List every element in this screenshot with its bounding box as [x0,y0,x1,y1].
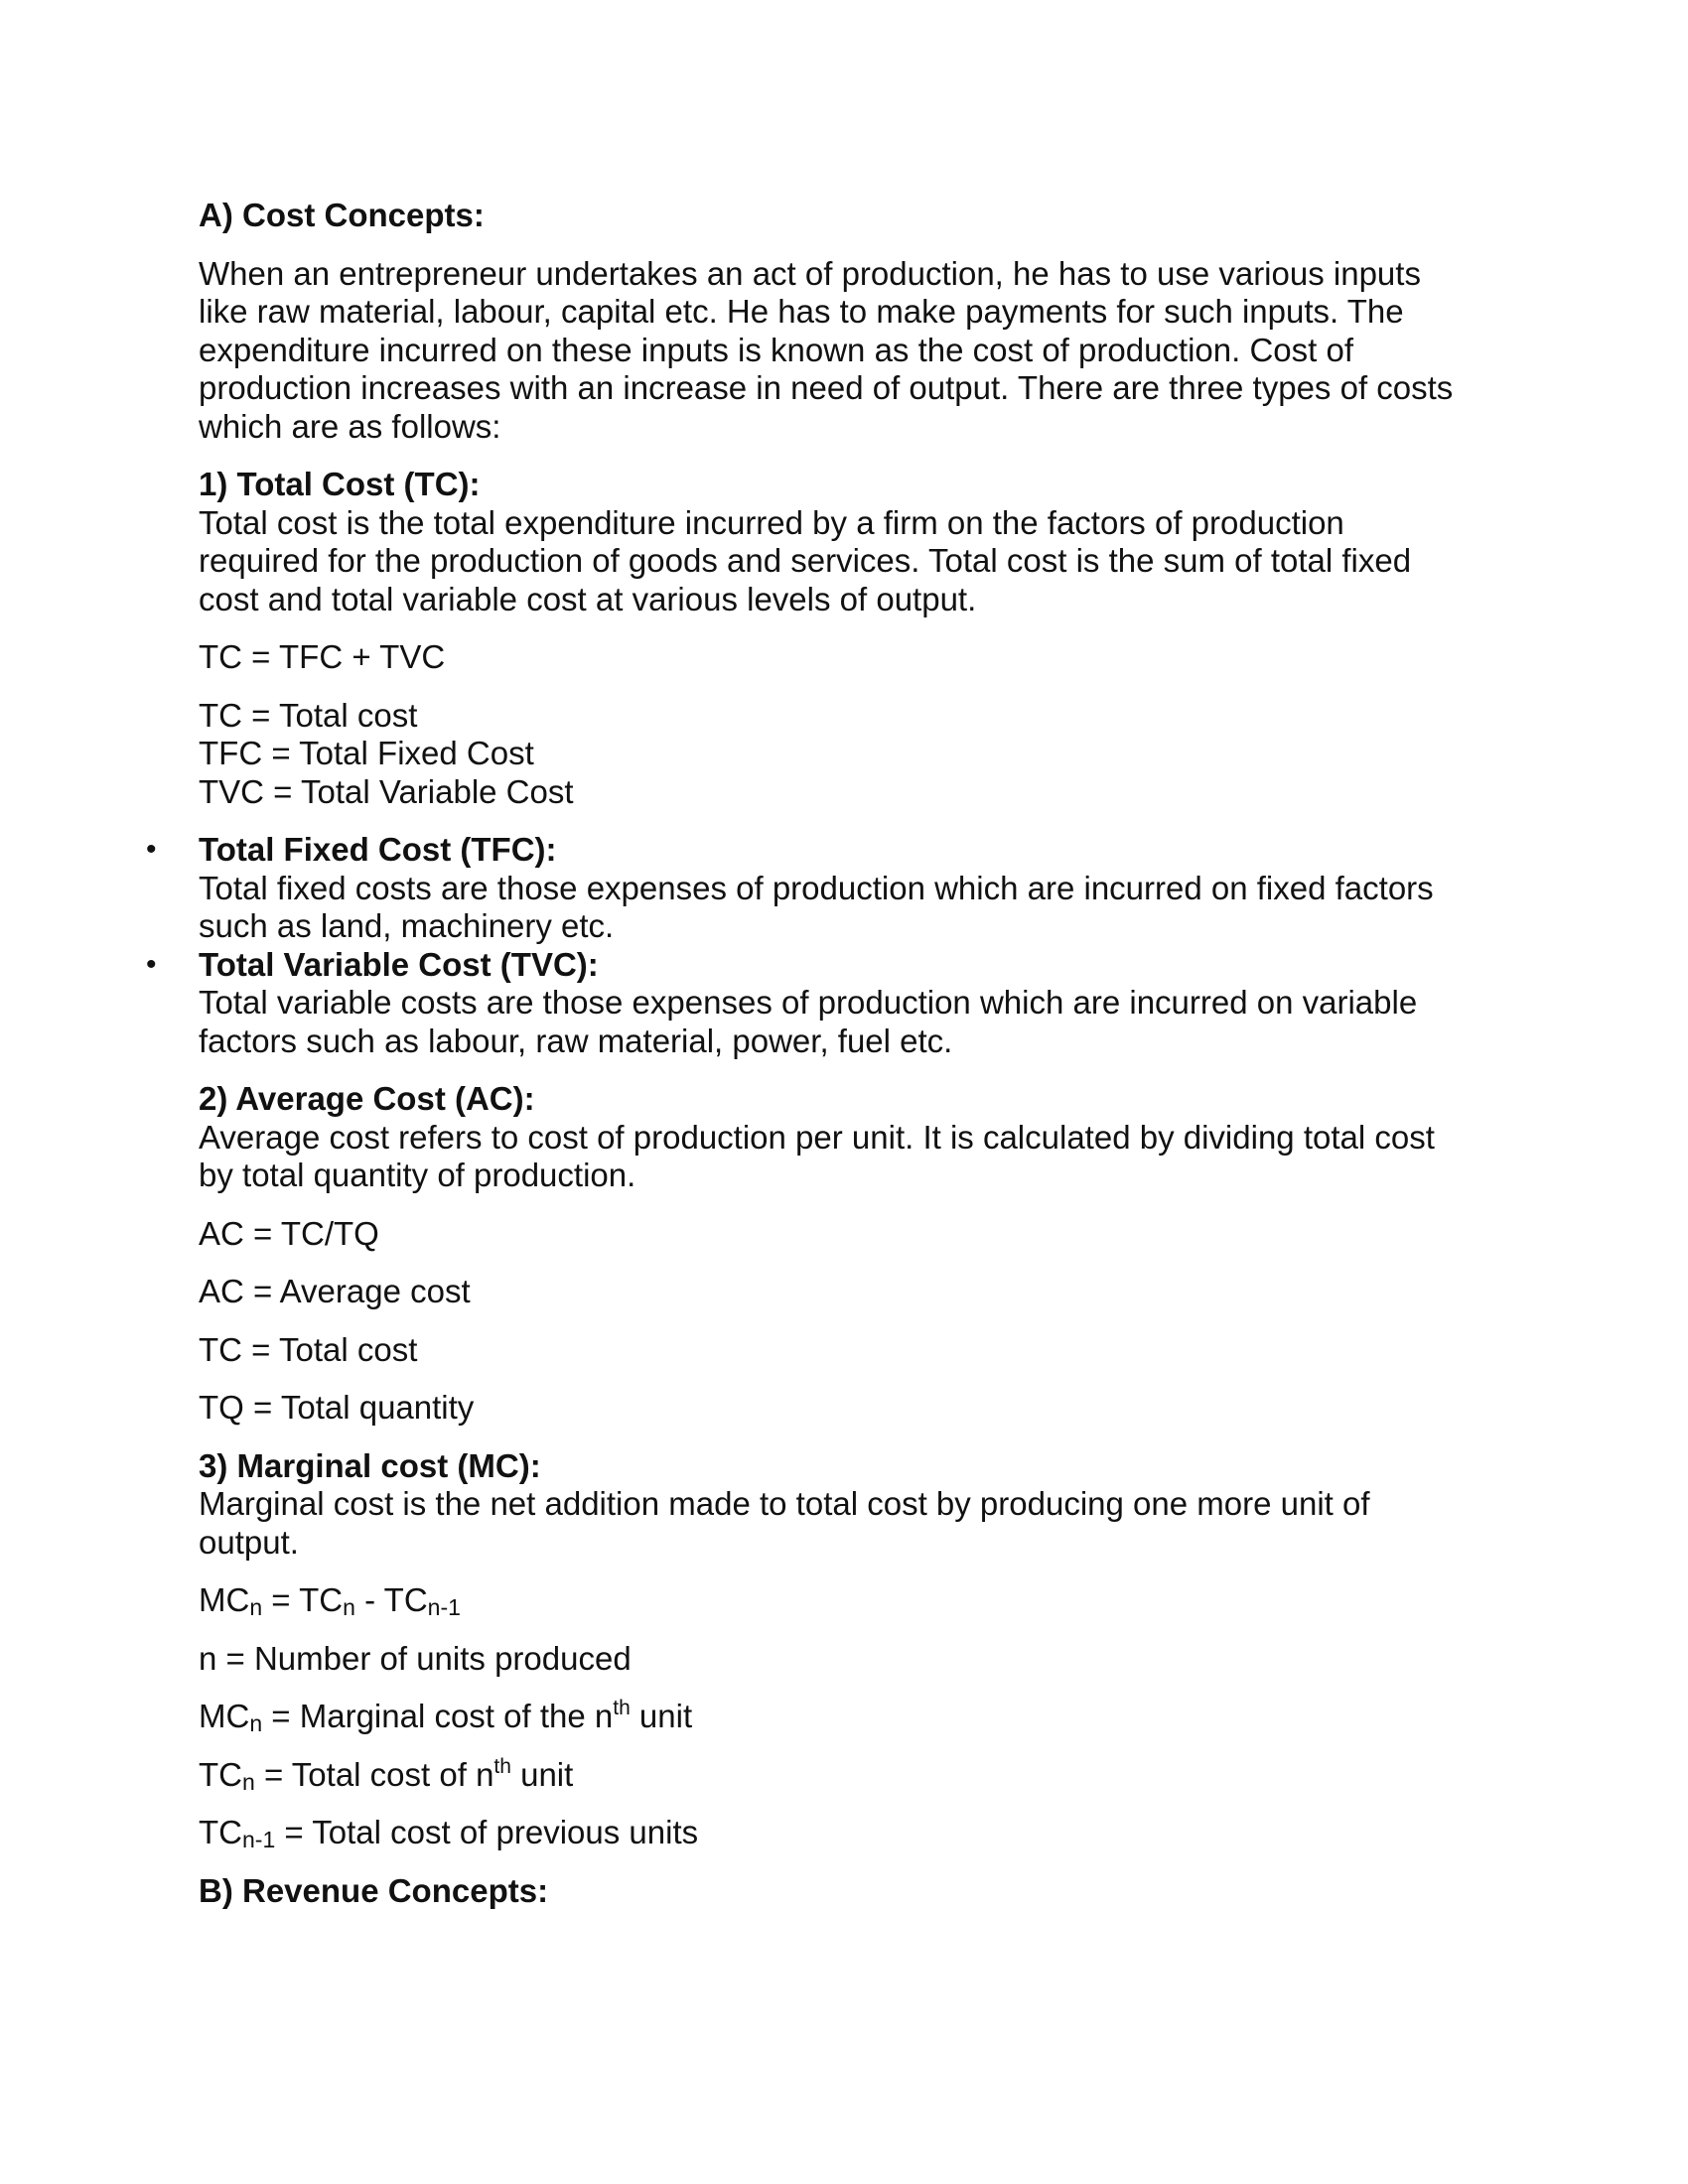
definition-line: TQ = Total quantity [199,1389,475,1426]
tfc-heading: Total Fixed Cost (TFC): [199,831,557,868]
total-cost-line: required for the production of goods and services. Total cost is the sum of total fixed [199,542,1412,579]
marginal-cost-line: output. [199,1523,299,1561]
total-cost-heading: 1) Total Cost (TC): [199,466,481,502]
definition-line: AC = Average cost [199,1273,471,1309]
average-cost-line: by total quantity of production. [199,1157,636,1193]
total-cost-formula: TC = TFC + TVC [199,638,446,675]
bullet-marker: • [146,833,157,866]
definition-line: TC = Total cost [199,696,418,734]
bullet-item-tfc [146,831,1489,946]
intro-line: When an entrepreneur undertakes an act of production, he has to use various inputs [199,254,1421,292]
definition-line: TVC = Total Variable Cost [199,772,574,810]
total-cost-section [199,466,1489,618]
definition-line: TC = Total cost [199,1330,418,1368]
bullet-marker: • [146,947,157,981]
average-cost-line: Average cost refers to cost of production per unit. It is calculated by dividing total cost [199,1118,1435,1156]
definition-line: MCn = Marginal cost of the $n^{th}$ unit [199,1697,693,1736]
intro-line: which are as follows: [199,407,501,445]
marginal-cost-heading: 3) Marginal cost (MC): [199,1446,541,1484]
document-page [146,197,1489,1910]
bullet-item-tvc [146,945,1489,1061]
intro-paragraph [199,255,1489,447]
intro-line: expenditure incurred on these inputs is known as the cost of production. Cost of [199,331,1354,368]
tfc-line: Total fixed costs are those expenses of production which are incurred on fixed factors [199,869,1434,906]
tvc-heading: Total Variable Cost (TVC): [199,945,599,983]
intro-line: production increases with an increase in need of output. There are three types of costs [199,369,1454,406]
marginal-cost-line: Marginal cost is the net addition made to total cost by producing one more unit of [199,1485,1370,1522]
definition-line: TCn-1 = Total cost of previous units [199,1814,699,1852]
tvc-line: Total variable costs are those expenses of production which are incurred on variable [199,984,1418,1021]
average-cost-section [199,1080,1489,1195]
average-cost-formula: AC = TC/TQ [199,1214,379,1252]
section-a-heading: A) Cost Concepts: [199,197,485,233]
intro-line: like raw material, labour, capital etc. He has to make payments for such inputs. The [199,293,1404,330]
tfc-line: such as land, machinery etc. [199,907,615,944]
definition-line: n = Number of units produced [199,1639,632,1677]
marginal-cost-section [199,1447,1489,1563]
definition-line: TCn = Total cost of $n^{th}$ unit [199,1754,574,1795]
total-cost-line: cost and total variable cost at various levels of output. [199,580,977,617]
total-cost-definitions [199,697,1489,812]
marginal-cost-formula: MCn = TCn - TCn-1 [199,1581,461,1620]
total-cost-line: Total cost is the total expenditure incurred by a firm on the factors of production [199,503,1344,541]
definition-line: TFC = Total Fixed Cost [199,735,534,771]
section-b-heading: B) Revenue Concepts: [199,1871,549,1909]
average-cost-heading: 2) Average Cost (AC): [199,1080,535,1117]
tvc-line: factors such as labour, raw material, power, fuel etc. [199,1022,953,1059]
bullet-list [146,831,1489,1060]
